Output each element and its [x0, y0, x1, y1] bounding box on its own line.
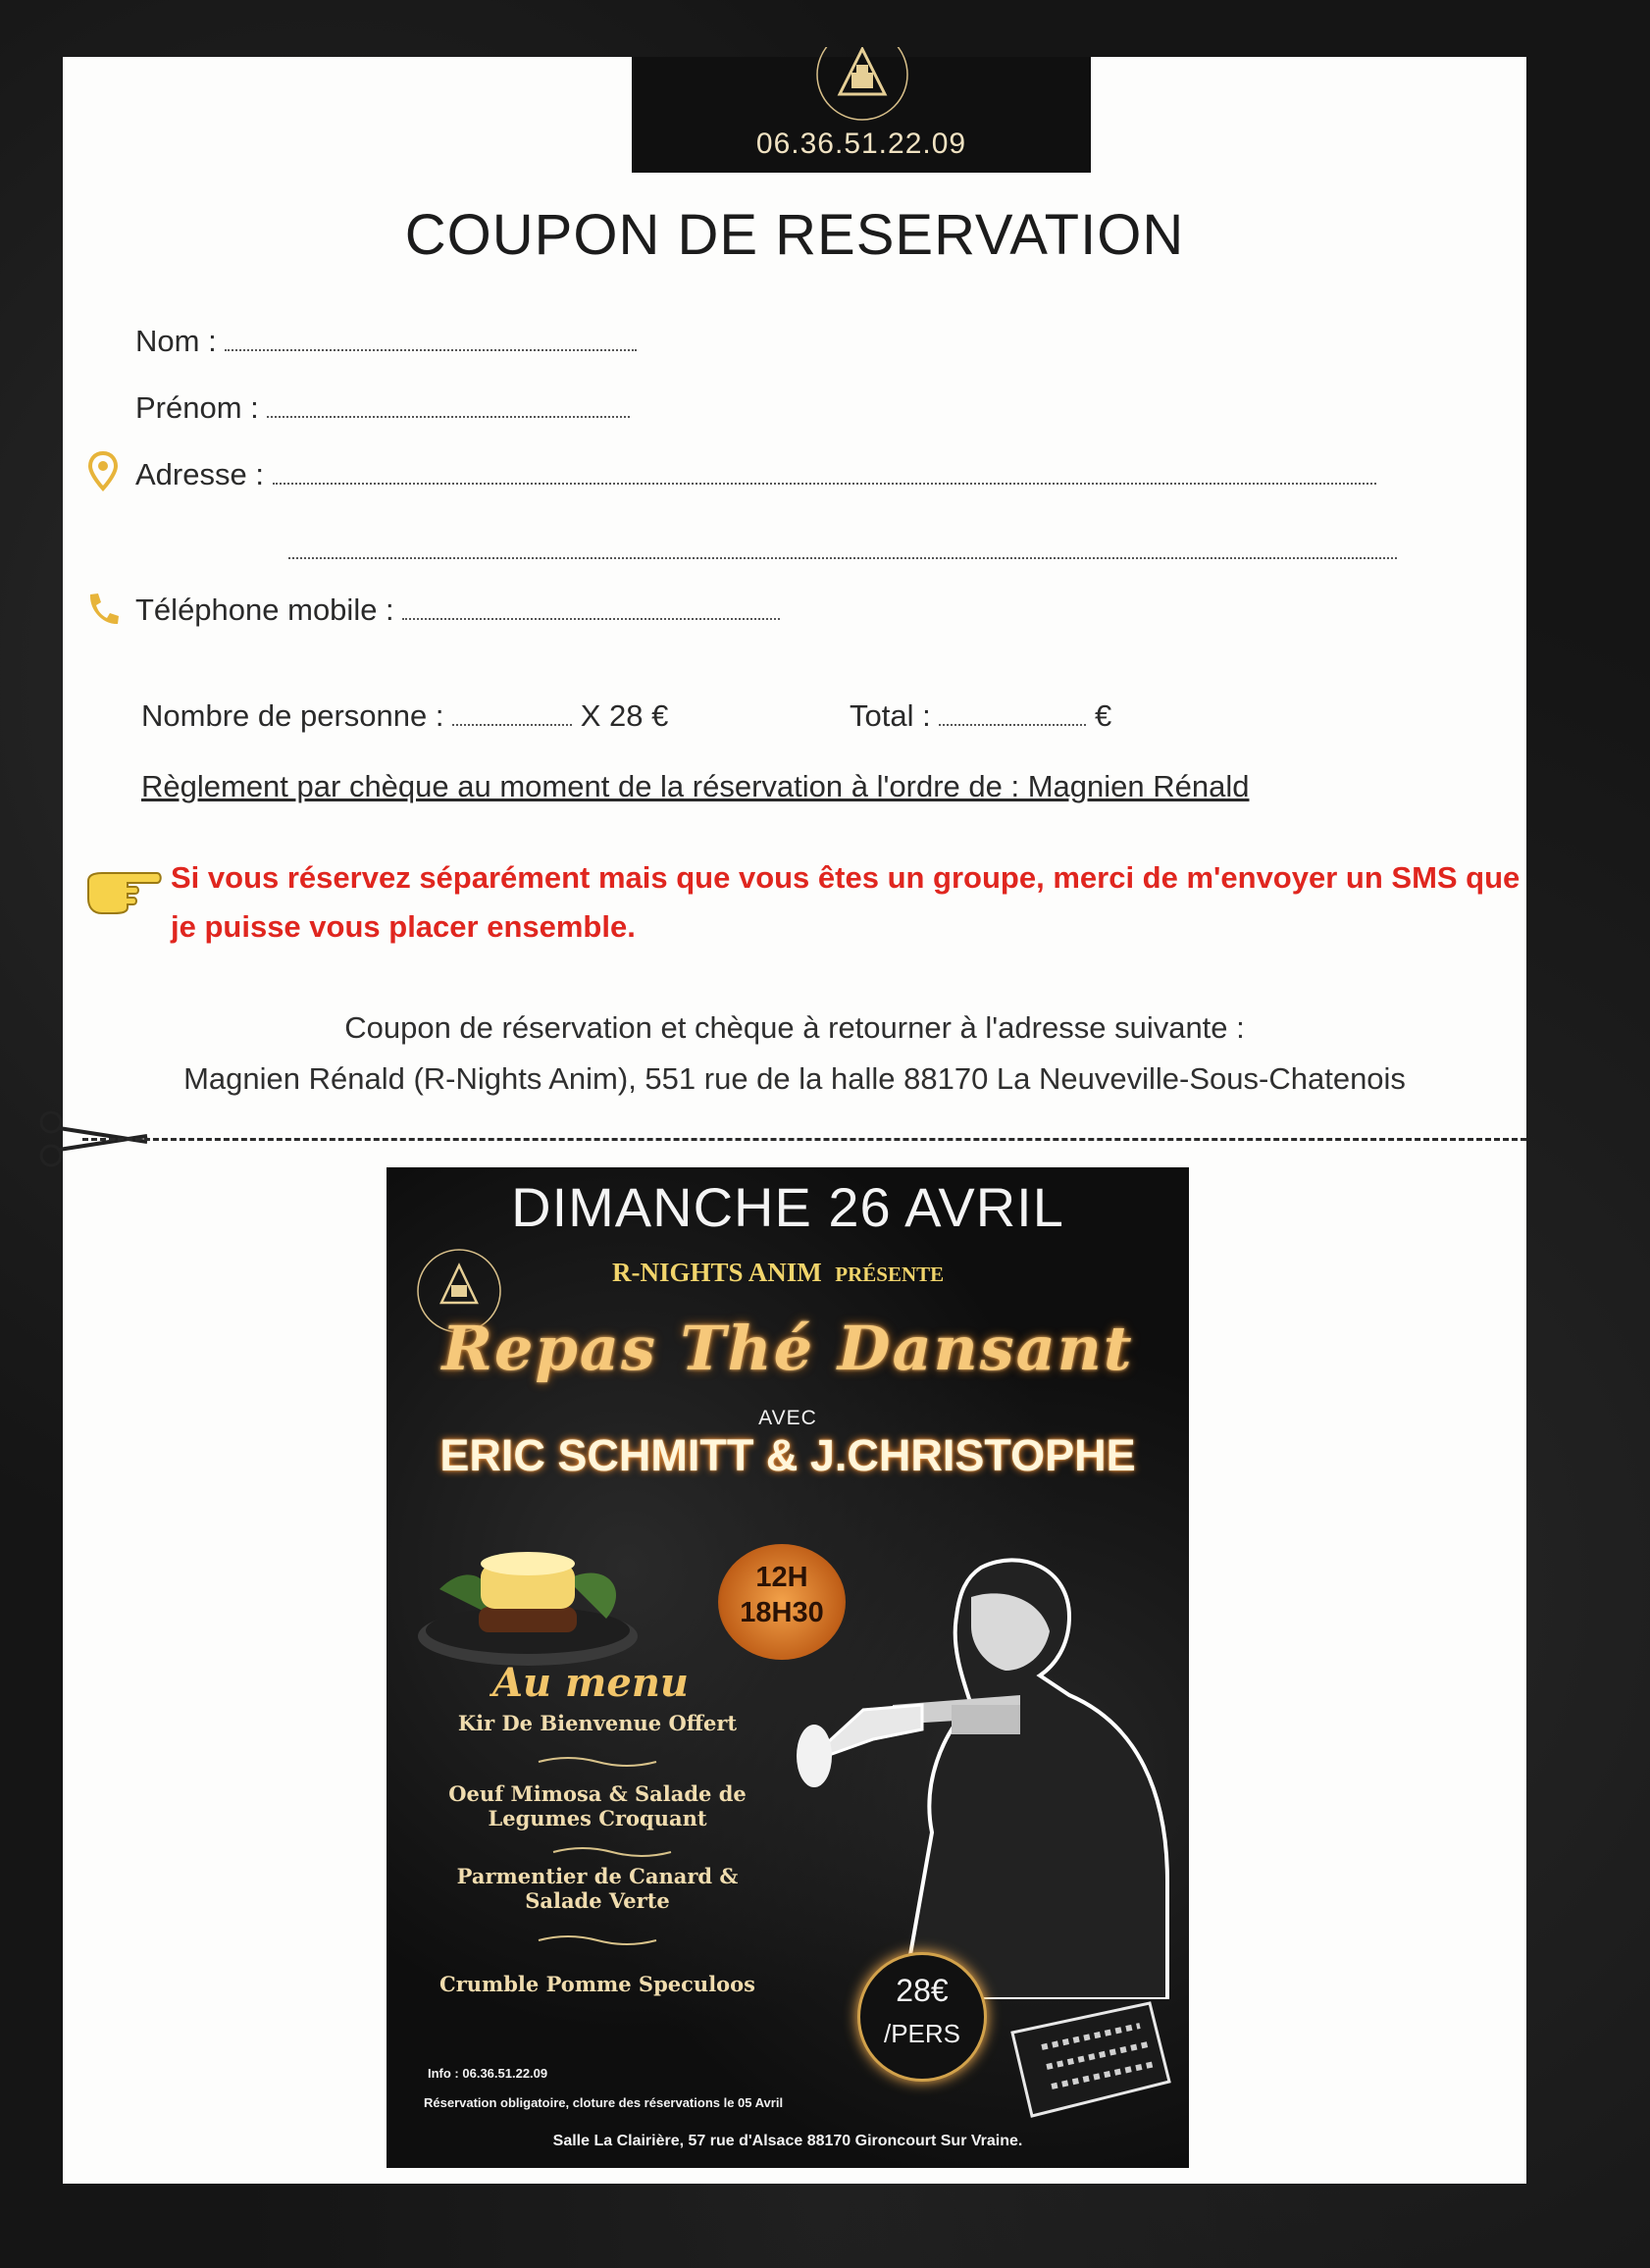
adresse-label: Adresse :: [135, 457, 264, 491]
poster-venue: Salle La Clairière, 57 rue d'Alsace 88170 Gironcourt Sur Vraine.: [552, 2133, 1023, 2149]
poster-avec: AVEC: [758, 1407, 817, 1429]
reglement-text: Règlement par chèque au moment de la réservation à l'ordre de : Magnien Rénald: [141, 769, 1250, 803]
total-label: Total :: [850, 698, 931, 733]
r-nights-logo: [779, 47, 946, 126]
poster-reservation-deadline: Réservation obligatoire, cloture des réservations le 05 Avril: [424, 2095, 784, 2110]
return-instructions: Coupon de réservation et chèque à retourner à l'adresse suivante :: [344, 1010, 1245, 1045]
nom-row: [135, 324, 637, 359]
phone-icon: [86, 592, 120, 627]
nombre-row: [141, 698, 668, 734]
nom-label: Nom :: [135, 324, 217, 358]
event-poster: [387, 1167, 1189, 2168]
header-phone: 06.36.51.22.09: [755, 128, 967, 160]
menu-item-2: Oeuf Mimosa & Salade de Legumes Croquant: [448, 1781, 747, 1830]
page-title: COUPON DE RESERVATION: [404, 203, 1185, 267]
adresse-field-line2[interactable]: [288, 557, 1397, 559]
poster-presents: [612, 1258, 944, 1288]
prenom-label: Prénom :: [135, 390, 259, 425]
ornament-divider: [548, 1846, 676, 1858]
poster-price-unit: /PERS: [883, 2019, 961, 2048]
poster-presents-word: PRÉSENTE: [835, 1263, 945, 1286]
poster-time-2: 18H30: [740, 1597, 824, 1628]
menu-item-1: Kir De Bienvenue Offert: [457, 1711, 738, 1735]
price-label: X 28 €: [580, 698, 669, 733]
total-row: [850, 698, 1111, 734]
pointing-hand-icon: [84, 863, 163, 916]
accordion-image: [1003, 1993, 1175, 2121]
cut-line: [82, 1138, 1526, 1141]
nombre-label: Nombre de personne :: [141, 698, 444, 733]
group-sms-note: Si vous réservez séparément mais que vous êtes un groupe, merci de m'envoyer un SMS que je puisse vous placer ensemble.: [171, 860, 1521, 944]
ornament-divider: [534, 1756, 661, 1768]
dish-image: [410, 1521, 655, 1677]
poster-price: 28€: [896, 1973, 949, 2008]
poster-organizer: R-NIGHTS ANIM: [612, 1258, 822, 1287]
ornament-divider: [534, 1934, 661, 1946]
telephone-row: [135, 593, 780, 628]
return-address: Magnien Rénald (R-Nights Anim), 551 rue de la halle 88170 La Neuveville-Sous-Chatenois: [183, 1061, 1406, 1096]
nombre-field[interactable]: [452, 722, 572, 726]
telephone-label: Téléphone mobile :: [135, 593, 394, 627]
poster-menu-title: Au menu: [492, 1660, 689, 1706]
nom-field[interactable]: [225, 347, 637, 351]
header-logo-box: [632, 57, 1091, 173]
telephone-field[interactable]: [402, 616, 780, 620]
total-field[interactable]: [939, 722, 1086, 726]
poster-time-1: 12H: [755, 1562, 808, 1593]
adresse-row: [135, 457, 1376, 492]
total-currency: €: [1094, 698, 1112, 733]
menu-item-3: Parmentier de Canard & Salade Verte: [456, 1864, 739, 1913]
location-pin-icon: [88, 451, 118, 492]
poster-date: DIMANCHE 26 AVRIL: [511, 1176, 1064, 1238]
poster-artists: ERIC SCHMITT & J.CHRISTOPHE: [439, 1430, 1136, 1480]
adresse-field-line1[interactable]: [273, 481, 1376, 485]
trumpet-player-image: [775, 1538, 1187, 1999]
prenom-row: [135, 390, 630, 426]
reservation-sheet: [63, 57, 1526, 2184]
menu-item-4: Crumble Pomme Speculoos: [438, 1972, 756, 1996]
prenom-field[interactable]: [267, 414, 630, 418]
poster-event-title: Repas Thé Dansant: [441, 1313, 1134, 1384]
poster-info: Info : 06.36.51.22.09: [428, 2066, 548, 2081]
poster-price-badge: [857, 1952, 987, 2082]
